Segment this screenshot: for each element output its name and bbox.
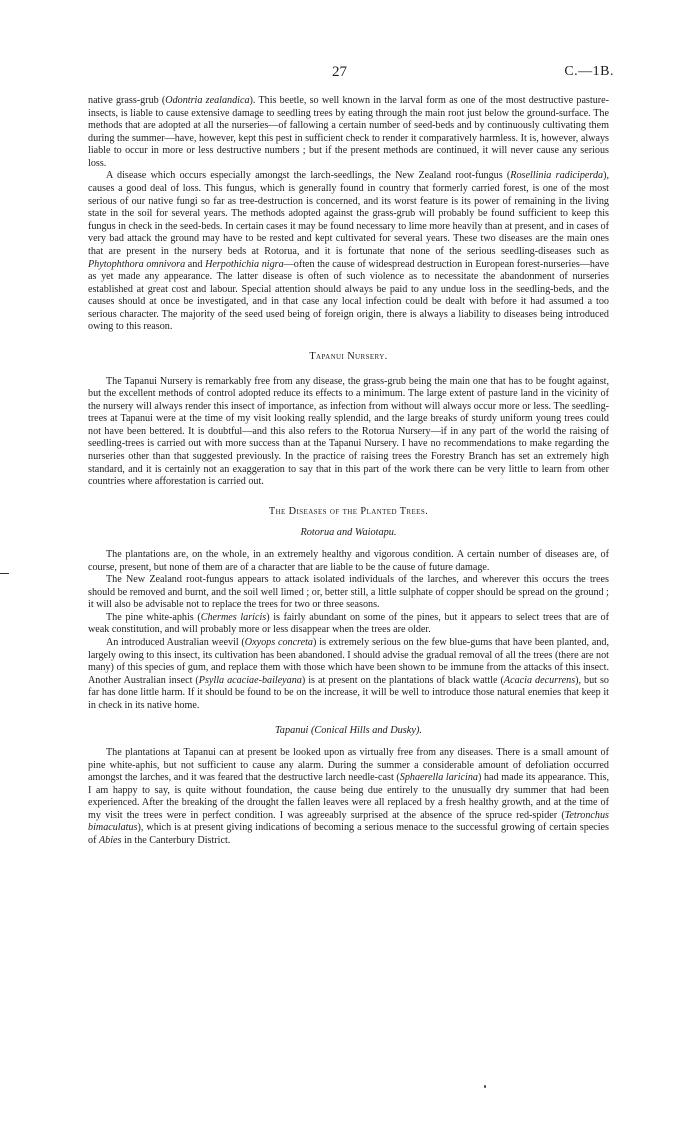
species-name: Odontria zealandica: [165, 95, 250, 106]
species-name: Chermes laricis: [200, 611, 267, 623]
section-heading: The Diseases of the Planted Trees.: [268, 505, 429, 517]
text-run: The Tapanui Nursery is remarkably free from any disease, the grass-grub being the main one that has to be fought against, but the excellent methods of control adopted reduce its effects to a minimum. The large extent of pasture land in the vicinity of the nursery will always render this insect of importance, as infection from without will always occur more or less. The seedling-trees at Tapanui were at the time of my visit looking really splendid, and the large breaks of sturdy uniform young trees could not have been bettered. It is doubtful—and this also refers to the Rotorua Nursery—if in any part of the world the raising of seedling-trees is carried out with more success than at the Tapanui Nursery. I have no recommendations to make regarding the nurseries other than that suggested previously. In the practice of raising trees the Forestry Branch has set an extremely high standard, and it is certainly not an exaggeration to say that in this part of the work there can be very little to learn from other countries where afforestation is carried out.: [88, 375, 609, 488]
page-number: 27: [332, 64, 347, 80]
section-subheading: Rotorua and Waiotapu.: [300, 527, 397, 539]
paragraph: [88, 747, 609, 848]
text-run: —often the cause of widespread destruction in European forest-nurseries—have as yet made any appearance. The latter disease is often of such violence as to necessitate the abandonment of nurseries established at great cost and labour. Special attention should always be paid to any undue loss in the seedling-beds, and the causes should at once be investigated, and in that case any local infection could be dealt with before it had assumed a too serious character. The majority of the seed used being of foreign origin, there is always a liability to diseases being introduced owing to this reason.: [88, 258, 609, 333]
species-name: Phytophthora omnivora: [88, 258, 186, 270]
species-name: Oxyops concreta: [244, 636, 313, 648]
text-run: ), but so far has done little harm. If it should be found to be on the increase, it will be well to introduce those natural enemies that keep it in check in its native home.: [88, 674, 609, 711]
margin-mark: [0, 573, 9, 574]
text-run: The plantations at Tapanui can at present be looked upon as virtually free from any diseases. There is a small amount of pine white-aphis, but not sufficient to cause any alarm. During the summer a considerable amount of defoliation occurred amongst the larches, and it was feared that the destructive larch needle-cast (: [88, 747, 609, 784]
text-run: ) is at present on the plantations of black wattle (: [301, 674, 504, 686]
text-run: native grass-grub (: [88, 95, 166, 106]
text-run: ), which is at present giving indications of becoming a serious menace to the successful growing of certain species of: [88, 822, 609, 847]
text-run: An introduced Australian weevil (: [106, 636, 245, 648]
species-name: Tetronchus bimaculatus: [88, 809, 609, 834]
section-subheading: Tapanui (Conical Hills and Dusky).: [275, 725, 422, 737]
text-run: A disease which occurs especially amongst the larch-seedlings, the New Zealand root-fungus (: [106, 170, 511, 182]
text-run: ) had made its appearance. This, I am happy to say, is quite without foundation, the cause being due entirely to the unusually dry summer that had been experienced. After the breaking of the drought the fallen leaves were all replaced by a fresh healthy growth, and at the time of my visit the trees were in perfect condition. I was agreeably surprised at the absence of the spruce red-spider (: [88, 772, 609, 821]
page-body: [88, 95, 609, 848]
paragraph: [88, 95, 609, 170]
paragraph: [88, 637, 609, 712]
species-name: Herpothichia nigra: [205, 258, 284, 270]
text-run: ), causes a good deal of loss. This fungus, which is generally found in country that formerly carried forest, is one of the most serious of our native fungi so far as tree-destruction is concerned, and its worst feature is its power of remaining in the living state in the soil for several years. The methods adopted against the grass-grub will probably be found sufficient to keep this fungus in check in the seed-beds. In certain cases it may be found necessary to lime more heavily than at present, and in cases of very bad attack the ground may have to be rested and kept cultivated for several years. These two diseases are the main ones that are present in the nursery beds at Rotorua, and it is fortunate that none of the serious seedling-diseases such as: [88, 170, 609, 257]
scan-speck: [484, 1085, 486, 1088]
species-name: Acacia decurrens: [503, 674, 576, 686]
text-run: The plantations are, on the whole, in an extremely healthy and vigorous condition. A certain number of diseases are, of course, present, but none of them are of a character that are liable to be the cause of future damage.: [88, 548, 609, 573]
paragraph: [88, 376, 609, 489]
paragraph: [88, 574, 609, 612]
text-run: and: [185, 258, 206, 270]
text-run: ). This beetle, so well known in the larval form as one of the most destructive pasture-insects, is liable to cause extensive damage to seedling trees by eating through the main root just below the ground-surface. The methods that are adopted at all the nurseries—of fallowing a certain number of seed-beds and by continuously cultivating them during the summer—have, however, kept this pest in sufficient check to render it comparatively harmless. It is, however, always liable to occur in more or less destructive numbers ; but if the present methods are continued, it will never cause any serious loss.: [88, 95, 609, 169]
species-name: Psylla acaciae-baileyana: [198, 674, 302, 686]
species-name: Sphaerella laricina: [399, 772, 478, 784]
section-heading: Tapanui Nursery.: [309, 350, 388, 362]
species-name: Abies: [98, 835, 122, 847]
text-run: The pine white-aphis (: [106, 611, 201, 623]
text-run: The New Zealand root-fungus appears to attack isolated individuals of the larches, and wherever this occurs the trees should be removed and burnt, and the soil well limed ; or, better still, a little sulphate of copper should be spread on the ground ; it will also be advisable not to replace the trees for two or three seasons.: [88, 574, 609, 611]
text-run: ) is extremely serious on the few blue-gums that have been planted, and, largely owing to this insect, its cultivation has been abandoned. I should advise the gradual removal of all the trees (there are not many) of this species of gum, and replace them with those which have been shown to be immune from the attacks of this insect. Another Australian insect (: [88, 636, 609, 686]
page-header: [0, 64, 700, 84]
text-run: in the Canterbury District.: [121, 835, 231, 847]
paragraph: [88, 170, 609, 334]
paragraph: [88, 549, 609, 574]
document-reference: C.—1B.: [564, 64, 614, 79]
species-name: Rosellinia radiciperda: [510, 170, 604, 182]
paragraph: [88, 612, 609, 637]
text-run: ) is fairly abundant on some of the pines, but it appears to select trees that are of weak constitution, and will probably more or less disappear when the trees are older.: [88, 611, 609, 636]
